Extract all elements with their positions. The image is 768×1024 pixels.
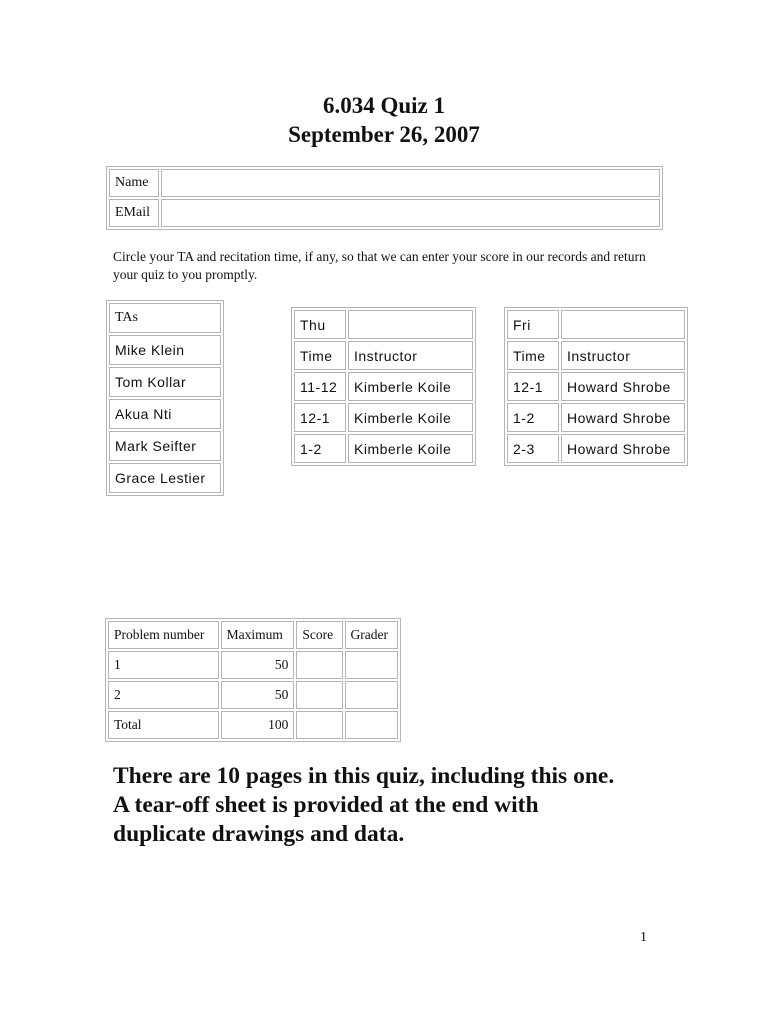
maximum-cell: 100: [221, 711, 295, 739]
page-number: 1: [640, 930, 647, 945]
day-blank-cell: [348, 310, 473, 339]
score-header-row: [108, 621, 398, 649]
quiz-title: 6.034 Quiz 1: [322, 93, 446, 118]
page-count-notice: [113, 762, 693, 849]
recitation-row: [507, 434, 685, 463]
recitation-instructor: Howard Shrobe: [561, 372, 685, 401]
notice-line: There are 10 pages in this quiz, including this one.: [113, 763, 615, 789]
name-row: [109, 169, 660, 197]
notice-line: A tear-off sheet is provided at the end with: [113, 792, 539, 818]
time-column-header: Time: [294, 341, 346, 370]
time-column-header: Time: [507, 341, 559, 370]
recitation-instructor: Howard Shrobe: [561, 403, 685, 432]
score-cell[interactable]: [296, 711, 342, 739]
problem-number-cell: 2: [108, 681, 219, 709]
recitation-row: [507, 372, 685, 401]
instructor-column-header: Instructor: [348, 341, 473, 370]
ta-name: Mark Seifter: [109, 431, 221, 461]
grader-cell[interactable]: [345, 711, 398, 739]
recitation-time: 11-12: [294, 372, 346, 401]
recitation-time: 12-1: [507, 372, 559, 401]
name-label: Name: [109, 169, 159, 197]
friday-recitation-table: [504, 307, 688, 466]
column-header: Problem number: [108, 621, 219, 649]
instructor-column-header: Instructor: [561, 341, 685, 370]
recitation-time: 1-2: [507, 403, 559, 432]
recitation-row: [294, 372, 473, 401]
score-table: [105, 618, 401, 742]
email-label: EMail: [109, 199, 159, 227]
ta-name: Tom Kollar: [109, 367, 221, 397]
recitation-time: 1-2: [294, 434, 346, 463]
ta-table: [106, 300, 224, 496]
column-header: Score: [296, 621, 342, 649]
grader-cell[interactable]: [345, 651, 398, 679]
table-row: [108, 681, 398, 709]
day-label: Thu: [294, 310, 346, 339]
student-info-table: [106, 166, 663, 230]
recitation-time: 12-1: [294, 403, 346, 432]
thursday-recitation-table: [291, 307, 476, 466]
maximum-cell: 50: [221, 651, 295, 679]
recitation-instructor: Kimberle Koile: [348, 434, 473, 463]
grader-cell[interactable]: [345, 681, 398, 709]
day-label: Fri: [507, 310, 559, 339]
table-row: [108, 651, 398, 679]
problem-number-cell: Total: [108, 711, 219, 739]
maximum-cell: 50: [221, 681, 295, 709]
score-cell[interactable]: [296, 681, 342, 709]
table-row: [108, 711, 398, 739]
column-header: Grader: [345, 621, 398, 649]
problem-number-cell: 1: [108, 651, 219, 679]
score-cell[interactable]: [296, 651, 342, 679]
ta-name: Akua Nti: [109, 399, 221, 429]
recitation-time: 2-3: [507, 434, 559, 463]
day-blank-cell: [561, 310, 685, 339]
recitation-row: [294, 403, 473, 432]
quiz-date: September 26, 2007: [288, 122, 480, 147]
ta-header: TAs: [109, 303, 221, 333]
name-field[interactable]: [161, 169, 660, 197]
recitation-instructor: Howard Shrobe: [561, 434, 685, 463]
ta-name: Mike Klein: [109, 335, 221, 365]
recitation-row: [294, 434, 473, 463]
ta-name: Grace Lestier: [109, 463, 221, 493]
notice-line: duplicate drawings and data.: [113, 821, 405, 847]
recitation-instructor: Kimberle Koile: [348, 372, 473, 401]
instructions-text: Circle your TA and recitation time, if any, so that we can enter your score in our records and return your quiz to you promptly.: [113, 249, 646, 282]
email-field[interactable]: [161, 199, 660, 227]
email-row: [109, 199, 660, 227]
recitation-instructor: Kimberle Koile: [348, 403, 473, 432]
column-header: Maximum: [221, 621, 295, 649]
recitation-row: [507, 403, 685, 432]
